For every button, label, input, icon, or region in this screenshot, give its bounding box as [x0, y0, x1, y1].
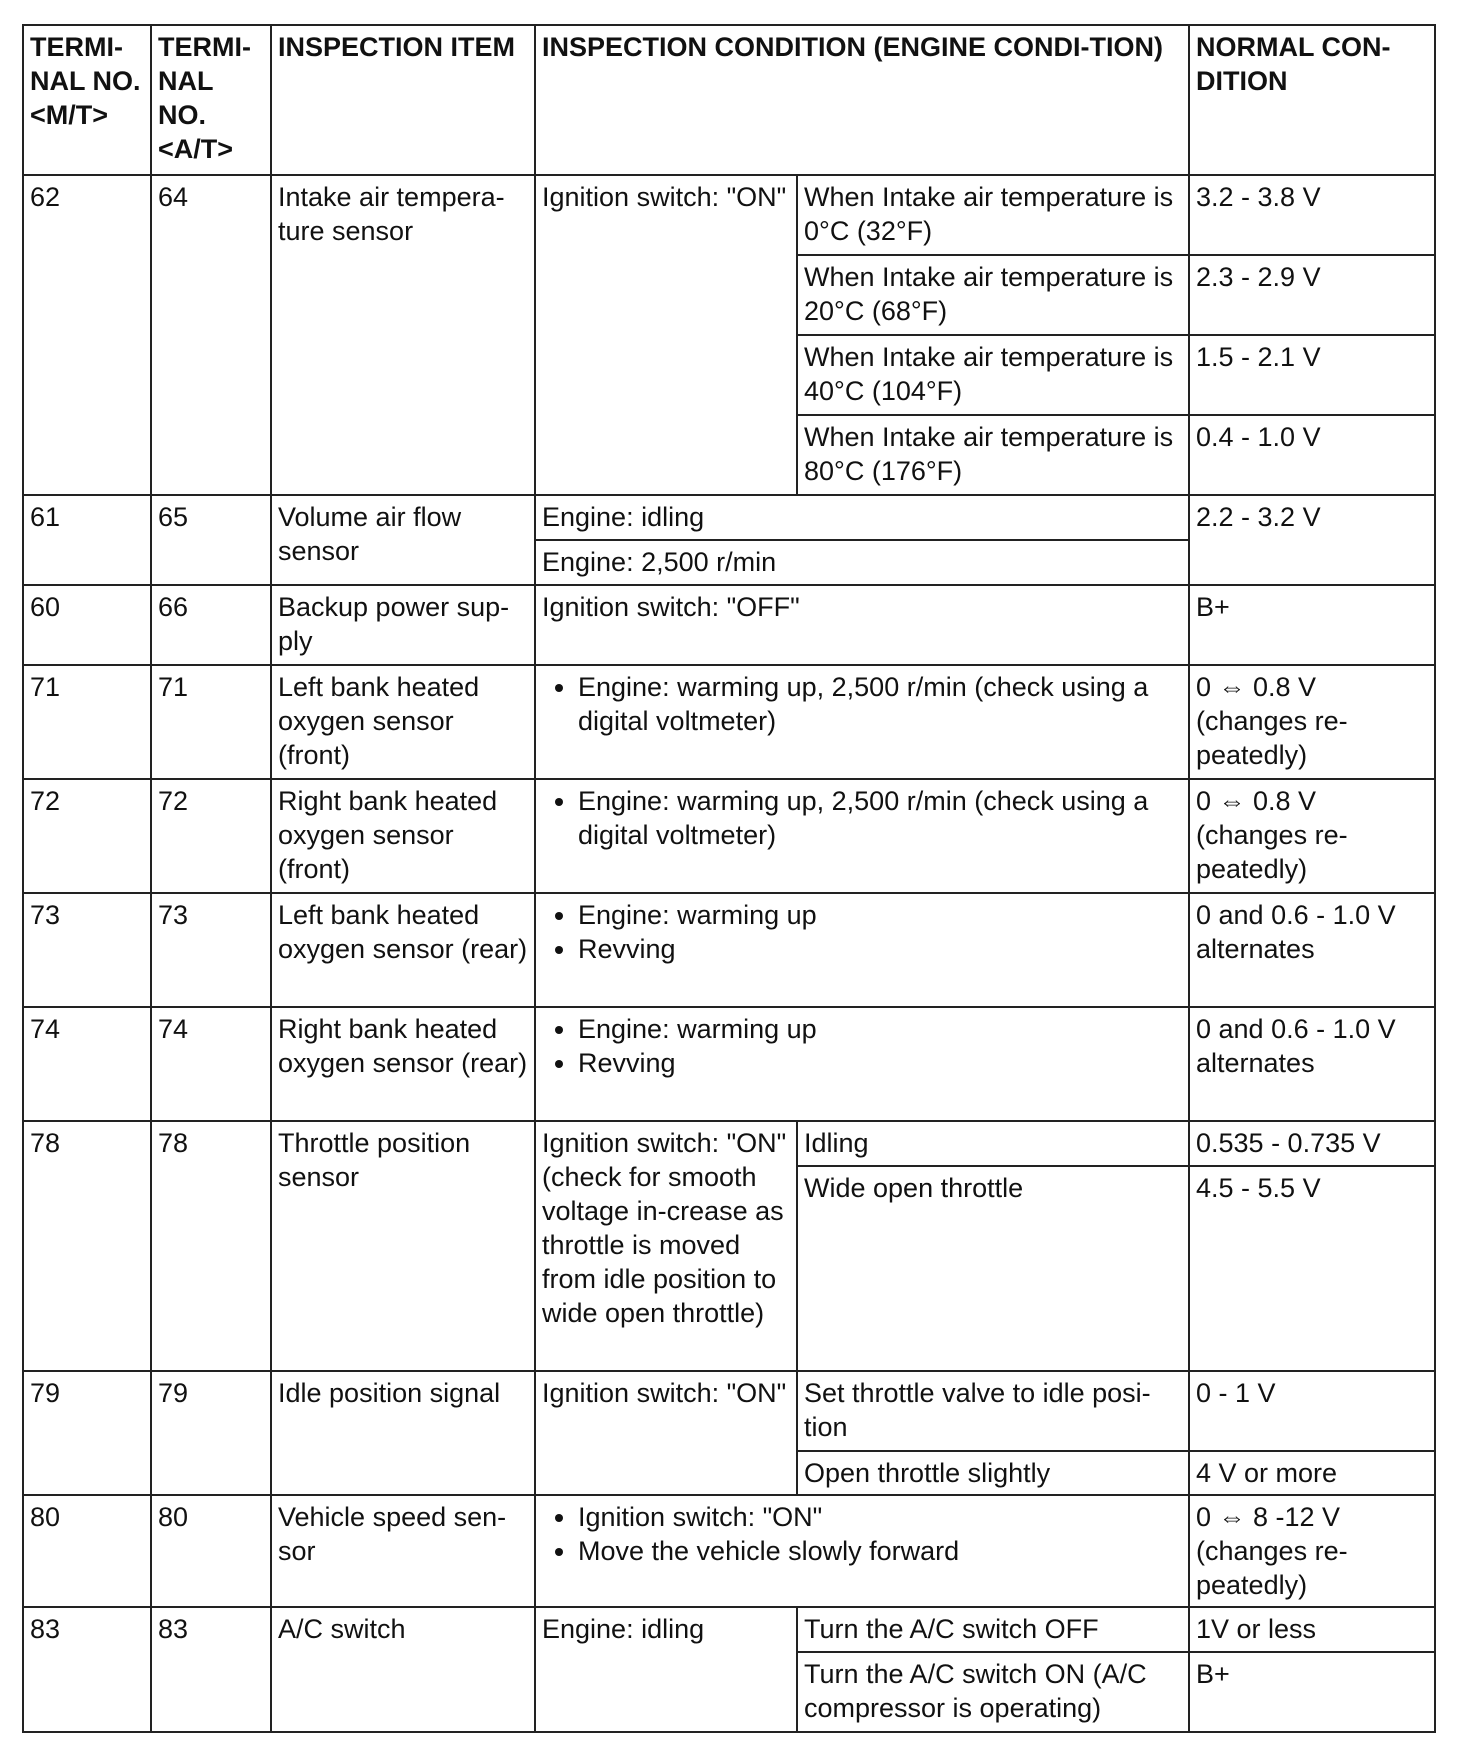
- normal-condition: 0 - 1 V: [1189, 1371, 1435, 1451]
- terminal-at: 79: [151, 1371, 271, 1495]
- sub-condition: Open throttle slightly: [797, 1451, 1189, 1495]
- terminal-mt: 74: [23, 1007, 151, 1121]
- table-row: [23, 585, 1435, 665]
- condition-bullet: • Revving: [578, 1046, 1182, 1080]
- sub-condition: Idling: [797, 1121, 1189, 1166]
- inspection-condition: [535, 1495, 1189, 1607]
- terminal-mt: 60: [23, 585, 151, 665]
- normal-condition: 2.3 - 2.9 V: [1189, 255, 1435, 335]
- table-row: [23, 1607, 1435, 1652]
- terminal-mt: 83: [23, 1607, 151, 1732]
- inspection-item: A/C switch: [271, 1607, 535, 1732]
- inspection-condition: Engine: idling: [535, 495, 1189, 540]
- condition-bullet: • Ignition switch: "ON": [578, 1500, 1182, 1534]
- table-row: [23, 665, 1435, 779]
- sub-condition: When Intake air temperature is 80°C (176°F): [797, 415, 1189, 495]
- inspection-condition: [535, 665, 1189, 779]
- header-normal-condition: NORMAL CON-DITION: [1189, 25, 1435, 175]
- condition-bullet: • Engine: warming up: [578, 1012, 1182, 1046]
- header-terminal-at: TERMI-NAL NO. <A/T>: [151, 25, 271, 175]
- inspection-item: Vehicle speed sen-sor: [271, 1495, 535, 1607]
- terminal-mt: 72: [23, 779, 151, 893]
- normal-condition: 4 V or more: [1189, 1451, 1435, 1495]
- terminal-at: 83: [151, 1607, 271, 1732]
- inspection-condition: Ignition switch: "ON": [535, 175, 797, 495]
- sub-condition: Turn the A/C switch ON (A/C compressor is operating): [797, 1652, 1189, 1732]
- terminal-at: 66: [151, 585, 271, 665]
- condition-bullet: • Engine: warming up, 2,500 r/min (check using a digital voltmeter): [578, 670, 1182, 738]
- inspection-condition: Ignition switch: "ON": [535, 1371, 797, 1495]
- header-terminal-mt: TERMI-NAL NO. <M/T>: [23, 25, 151, 175]
- sub-condition: Set throttle valve to idle posi-tion: [797, 1371, 1189, 1451]
- sub-condition: Turn the A/C switch OFF: [797, 1607, 1189, 1652]
- table-row: [23, 779, 1435, 893]
- terminal-at: 71: [151, 665, 271, 779]
- terminal-mt: 61: [23, 495, 151, 585]
- normal-condition: 3.2 - 3.8 V: [1189, 175, 1435, 255]
- terminal-at: 80: [151, 1495, 271, 1607]
- normal-condition: 4.5 - 5.5 V: [1189, 1166, 1435, 1371]
- terminal-at: 72: [151, 779, 271, 893]
- sub-condition: When Intake air temperature is 40°C (104°F): [797, 335, 1189, 415]
- normal-condition: 0.535 - 0.735 V: [1189, 1121, 1435, 1166]
- table-row: [23, 495, 1435, 540]
- sub-condition: When Intake air temperature is 0°C (32°F): [797, 175, 1189, 255]
- inspection-item: Idle position signal: [271, 1371, 535, 1495]
- inspection-condition: Engine: 2,500 r/min: [535, 540, 1189, 585]
- table-row: [23, 1007, 1435, 1121]
- normal-condition: 1V or less: [1189, 1607, 1435, 1652]
- normal-condition: 0.4 - 1.0 V: [1189, 415, 1435, 495]
- header-inspection-condition: INSPECTION CONDITION (ENGINE CONDI-TION): [535, 25, 1189, 175]
- header-row: [23, 25, 1435, 175]
- inspection-item: Right bank heated oxygen sensor (rear): [271, 1007, 535, 1121]
- terminal-mt: 73: [23, 893, 151, 1007]
- normal-condition: 0 ⇔ 8 -12 V (changes re-peatedly): [1189, 1495, 1435, 1607]
- inspection-item: Intake air tempera-ture sensor: [271, 175, 535, 495]
- terminal-at: 73: [151, 893, 271, 1007]
- normal-condition: 0 ⇔ 0.8 V (changes re-peatedly): [1189, 779, 1435, 893]
- inspection-condition: Engine: idling: [535, 1607, 797, 1732]
- terminal-mt: 62: [23, 175, 151, 495]
- terminal-mt: 71: [23, 665, 151, 779]
- normal-condition: 0 and 0.6 - 1.0 V alternates: [1189, 893, 1435, 1007]
- terminal-mt: 79: [23, 1371, 151, 1495]
- inspection-condition: [535, 779, 1189, 893]
- inspection-condition: Ignition switch: "OFF": [535, 585, 1189, 665]
- header-inspection-item: INSPECTION ITEM: [271, 25, 535, 175]
- inspection-item: Volume air flow sensor: [271, 495, 535, 585]
- normal-condition: 2.2 - 3.2 V: [1189, 495, 1435, 585]
- terminal-at: 65: [151, 495, 271, 585]
- condition-bullet: • Engine: warming up, 2,500 r/min (check using a digital voltmeter): [578, 784, 1182, 852]
- inspection-item: Throttle position sensor: [271, 1121, 535, 1371]
- condition-bullet: • Revving: [578, 932, 1182, 966]
- inspection-condition: [535, 893, 1189, 1007]
- normal-condition: 1.5 - 2.1 V: [1189, 335, 1435, 415]
- normal-condition: 0 and 0.6 - 1.0 V alternates: [1189, 1007, 1435, 1121]
- normal-condition: B+: [1189, 585, 1435, 665]
- table-row: [23, 1495, 1435, 1607]
- condition-bullet: • Engine: warming up: [578, 898, 1182, 932]
- terminal-mt: 80: [23, 1495, 151, 1607]
- table-row: [23, 893, 1435, 1007]
- inspection-condition: [535, 1007, 1189, 1121]
- inspection-item: Right bank heated oxygen sensor (front): [271, 779, 535, 893]
- terminal-mt: 78: [23, 1121, 151, 1371]
- sub-condition: When Intake air temperature is 20°C (68°F): [797, 255, 1189, 335]
- ecm-terminal-inspection-table: [22, 24, 1436, 1733]
- normal-condition: 0 ⇔ 0.8 V (changes re-peatedly): [1189, 665, 1435, 779]
- inspection-item: Left bank heated oxygen sensor (front): [271, 665, 535, 779]
- inspection-condition: Ignition switch: "ON" (check for smooth voltage in-crease as throttle is moved from idle position to wide open throttle): [535, 1121, 797, 1371]
- table-row: [23, 1371, 1435, 1451]
- terminal-at: 74: [151, 1007, 271, 1121]
- condition-bullet: • Move the vehicle slowly forward: [578, 1534, 1182, 1568]
- terminal-at: 78: [151, 1121, 271, 1371]
- normal-condition: B+: [1189, 1652, 1435, 1732]
- table-row: [23, 175, 1435, 255]
- terminal-at: 64: [151, 175, 271, 495]
- table-row: [23, 1121, 1435, 1166]
- inspection-item: Left bank heated oxygen sensor (rear): [271, 893, 535, 1007]
- inspection-item: Backup power sup-ply: [271, 585, 535, 665]
- sub-condition: Wide open throttle: [797, 1166, 1189, 1371]
